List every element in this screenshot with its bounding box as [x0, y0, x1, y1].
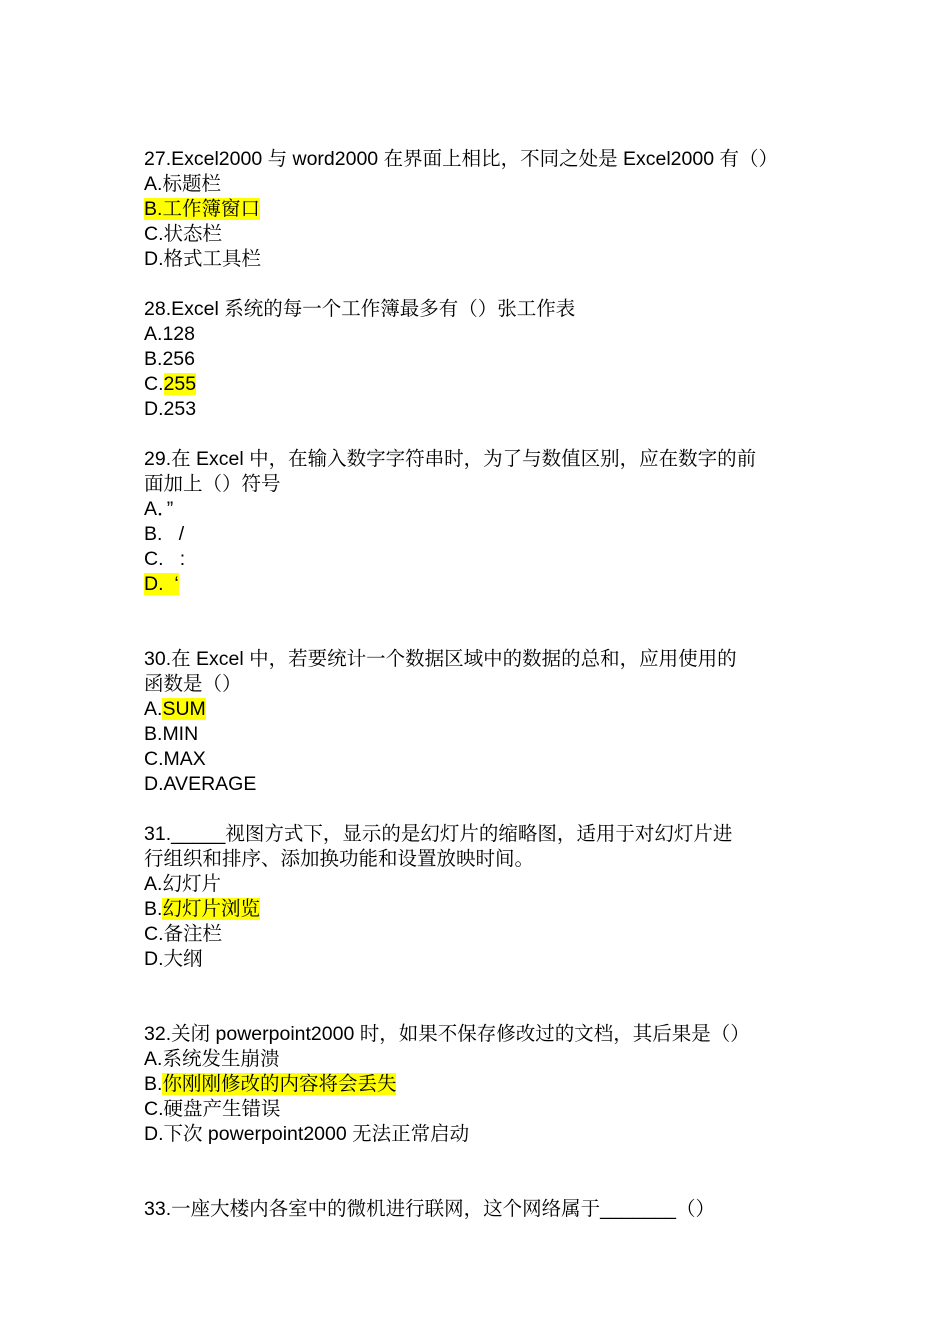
- question-stem: 33.一座大楼内各室中的微机进行联网，这个网络属于_______（）: [144, 1198, 716, 1220]
- option-a: A.128: [144, 323, 195, 345]
- option-b: B. /: [144, 523, 185, 545]
- question-27: [144, 147, 814, 272]
- question-stem: 28.Excel 系统的每一个工作簿最多有（）张工作表: [144, 298, 576, 320]
- option-c: C.状态栏: [144, 223, 223, 245]
- question-31: [144, 822, 814, 972]
- option-c: C.备注栏: [144, 923, 223, 945]
- option-c: C.MAX: [144, 748, 206, 770]
- option-a: A.幻灯片: [144, 873, 221, 895]
- option-d: D.AVERAGE: [144, 773, 257, 795]
- option-c: C.255: [144, 373, 197, 395]
- highlighted-answer: 你刚刚修改的内容将会丢失: [162, 1073, 397, 1095]
- option-d: D.下次 powerpoint2000 无法正常启动: [144, 1123, 470, 1145]
- question-stem-line-1: 30.在 Excel 中，若要统计一个数据区域中的数据的总和，应用使用的: [144, 648, 737, 670]
- option-b: B.MIN: [144, 723, 199, 745]
- option-b: B.幻灯片浏览: [144, 898, 260, 920]
- highlighted-answer: 幻灯片浏览: [162, 898, 260, 920]
- highlighted-answer: D. ‘: [144, 573, 179, 595]
- option-a: A.SUM: [144, 698, 206, 720]
- option-d: D.格式工具栏: [144, 248, 262, 270]
- option-b: B.你刚刚修改的内容将会丢失: [144, 1073, 397, 1095]
- question-stem: 27.Excel2000 与 word2000 在界面上相比，不同之处是 Excel2000 有（）: [144, 148, 778, 170]
- question-32: [144, 1022, 814, 1147]
- question-28: [144, 297, 814, 422]
- question-stem-line-1: 29.在 Excel 中，在输入数字字符串时，为了与数值区别，应在数字的前: [144, 448, 757, 470]
- option-d: D.253: [144, 398, 197, 420]
- option-a: A.系统发生崩溃: [144, 1048, 280, 1070]
- highlighted-answer: B.工作簿窗口: [144, 198, 260, 220]
- question-stem: 32.关闭 powerpoint2000 时，如果不保存修改过的文档，其后果是（）: [144, 1023, 750, 1045]
- question-stem-line-2: 函数是（）: [144, 673, 242, 695]
- option-b: [144, 197, 814, 222]
- option-c: C. :: [144, 548, 186, 570]
- question-33: [144, 1197, 814, 1222]
- question-30: [144, 647, 814, 797]
- question-stem-line-1: 31._____视图方式下，显示的是幻灯片的缩略图，适用于对幻灯片进: [144, 823, 733, 845]
- option-c: C.硬盘产生错误: [144, 1098, 281, 1120]
- highlighted-answer: SUM: [162, 698, 206, 720]
- option-b: B.256: [144, 348, 195, 370]
- option-d: D.大纲: [144, 948, 203, 970]
- question-29: [144, 447, 814, 597]
- option-a: A．”: [144, 498, 174, 520]
- option-d: [144, 572, 814, 597]
- option-a: A.标题栏: [144, 173, 221, 195]
- question-list: [144, 147, 814, 1222]
- highlighted-answer: 255: [163, 373, 197, 395]
- question-stem-line-2: 面加上（）符号: [144, 473, 281, 495]
- question-stem-line-2: 行组织和排序、添加换功能和设置放映时间。: [144, 848, 535, 870]
